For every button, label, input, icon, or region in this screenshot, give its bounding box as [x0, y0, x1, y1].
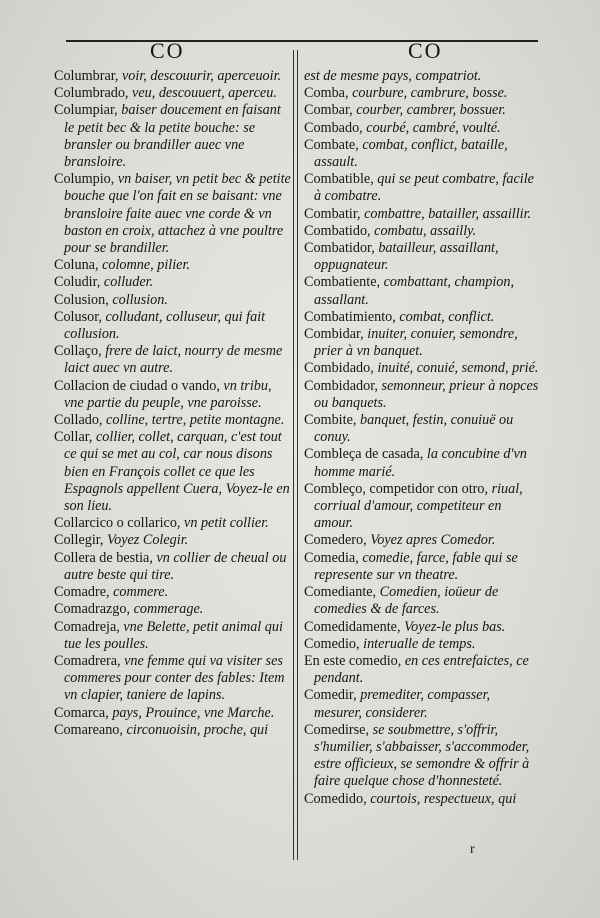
dictionary-entry: [304, 85, 540, 102]
left-column: [54, 68, 294, 739]
definition: courbure, cambrure, bosse.: [348, 85, 508, 102]
dictionary-entry: [54, 532, 294, 549]
headword: Combidador,: [304, 377, 378, 394]
dictionary-entry: [54, 601, 294, 618]
definition: vn petit collier.: [180, 515, 269, 532]
definition: colluder.: [100, 274, 154, 291]
definition: interualle de temps.: [359, 635, 476, 652]
headword: Combatimiento,: [304, 308, 396, 325]
headword: Combidar,: [304, 326, 364, 343]
dictionary-entry: [304, 274, 540, 308]
dictionary-entry: [304, 481, 540, 533]
definition: combatu, assailly.: [370, 222, 477, 239]
dictionary-entry: [304, 206, 540, 223]
headword: Comedido,: [304, 790, 367, 807]
definition: combat, conflict.: [395, 308, 495, 325]
dictionary-entry: [54, 171, 294, 257]
headword: Coluna,: [54, 257, 99, 274]
definition: baiser doucement en faisant le petit bec & la petite bouche: se bransler ou brandiller auec vne bransloire.: [64, 102, 281, 171]
definition: courtois, respectueux, qui: [366, 790, 517, 807]
signature-mark: r: [470, 842, 475, 857]
definition: courbé, cambré, voulté.: [362, 119, 501, 136]
headword: Comadrera,: [54, 652, 121, 669]
definition: colomne, pilier.: [98, 257, 190, 274]
headword: Columbrado,: [54, 85, 129, 102]
definition: vn tribu, vne partie du peuple, vne paroisse.: [64, 377, 272, 411]
dictionary-entry: [304, 722, 540, 791]
definition: qui se peut combatre, facile à combatre.: [314, 171, 534, 205]
dictionary-entry: [54, 619, 294, 653]
definition: vn baiser, vn petit bec & petite bouche que l'on fait en se baisant: vne bransloire faite auec vne corde & vn baston en croix, attachez à vne poultre pour se brandiller.: [64, 171, 291, 257]
headword: Colusor,: [54, 308, 102, 325]
dictionary-entry: [304, 360, 540, 377]
definition: colline, tertre, petite montagne.: [102, 412, 285, 429]
dictionary-entry: [54, 257, 294, 274]
definition: se soubmettre, s'offrir, s'humilier, s'abbaisser, s'accommoder, estre officieux, se semondre & offrir à faire quelque chose d'honnesteté.: [314, 721, 530, 790]
definition: batailleur, assaillant, oppugnateur.: [314, 240, 499, 274]
definition: vne Belette, petit animal qui tue les poulles.: [64, 618, 283, 652]
headword: Comediante,: [304, 584, 377, 601]
dictionary-entry: [304, 102, 540, 119]
definition: Voyez-le plus bas.: [400, 618, 506, 635]
dictionary-entry: [54, 515, 294, 532]
definition: vne femme qui va visiter ses commeres pour conter des fables: Item vn clapier, taniere de lapins.: [64, 652, 285, 704]
headword: Collegir,: [54, 532, 104, 549]
headword: Comadrazgo,: [54, 601, 131, 618]
headword: Combleço, competidor con otro,: [304, 480, 489, 497]
definition: Voyez apres Comedor.: [366, 532, 496, 549]
headword: Combate,: [304, 136, 359, 153]
dictionary-entry: [304, 791, 540, 808]
definition: combat, conflict, bataille, assault.: [314, 136, 508, 171]
headword: Comedir,: [304, 687, 357, 704]
dictionary-entry: [54, 292, 294, 309]
definition: vn collier de cheual ou autre beste qui tire.: [64, 549, 287, 583]
definition: inuité, conuié, semond, prié.: [373, 360, 539, 377]
dictionary-entry: [304, 309, 540, 326]
dictionary-entry: [304, 446, 540, 480]
dictionary-entry: [54, 429, 294, 515]
headword: Coludir,: [54, 274, 101, 291]
dictionary-entry: [54, 274, 294, 291]
dictionary-entry: [54, 722, 294, 739]
definition: voir, descouurir, aperceuoir.: [118, 68, 282, 84]
dictionary-entry: [54, 68, 294, 85]
definition: combattant, champion, assallant.: [314, 274, 515, 308]
headword: Colusion,: [54, 291, 109, 308]
definition: Voyez Colegir.: [103, 532, 189, 549]
dictionary-entry: [304, 223, 540, 240]
dictionary-entry: [54, 550, 294, 584]
definition: est de mesme pays, compatriot.: [304, 68, 482, 84]
dictionary-entry: [304, 137, 540, 171]
definition: commerage.: [130, 601, 204, 618]
headword: Combado,: [304, 119, 363, 136]
headword: Comareano,: [54, 721, 123, 738]
definition: veu, descouuert, aperceu.: [128, 85, 277, 102]
headword: Comedio,: [304, 635, 360, 652]
dictionary-entry: [54, 653, 294, 705]
definition: collier, collet, carquan, c'est tout ce qui se met au col, car nous disons bien en François collet ce que les Espagnols appellent Cuera, Voyez-le en son lieu.: [64, 429, 290, 515]
definition: collusion.: [108, 291, 168, 308]
dictionary-entry: [304, 378, 540, 412]
definition: circonuoisin, proche, qui: [122, 721, 269, 738]
dictionary-entry: [54, 85, 294, 102]
headword: Collera de bestia,: [54, 549, 153, 566]
definition: comedie, farce, fable qui se represente sur vn theatre.: [314, 549, 518, 583]
dictionary-entry: [304, 326, 540, 360]
dictionary-entry: [304, 636, 540, 653]
dictionary-entry: [304, 532, 540, 549]
dictionary-entry: [304, 171, 540, 205]
headword: Collado,: [54, 412, 103, 429]
headword: Combatido,: [304, 222, 371, 239]
headword: Columbrar,: [54, 68, 119, 84]
headword: Collacion de ciudad o vando,: [54, 377, 220, 394]
headword: Combite,: [304, 412, 357, 429]
headword: Comedirse,: [304, 721, 370, 738]
dictionary-entry: [54, 343, 294, 377]
dictionary-entry: [54, 584, 294, 601]
dictionary-entry: [304, 550, 540, 584]
dictionary-entry: [304, 687, 540, 721]
headword: Collaço,: [54, 343, 102, 360]
headword: Comarca,: [54, 704, 109, 721]
dictionary-entry: [304, 240, 540, 274]
dictionary-entry: [54, 412, 294, 429]
dictionary-entry: [54, 378, 294, 412]
dictionary-entry: [304, 120, 540, 137]
headword: En este comedio,: [304, 652, 402, 669]
headword: Combatiente,: [304, 274, 381, 291]
dictionary-entry: [54, 309, 294, 343]
right-column: [304, 68, 540, 808]
dictionary-entry: [304, 653, 540, 687]
headword: Columpiar,: [54, 102, 118, 119]
headword: Collar,: [54, 429, 93, 446]
headword: Comba,: [304, 85, 349, 102]
definition: riual, corriual d'amour, competiteur en amour.: [314, 480, 523, 532]
definition: banquet, festin, conuiuë ou conuy.: [314, 412, 514, 446]
running-head-right: CO: [408, 38, 443, 63]
dictionary-entry: [54, 102, 294, 171]
definition: commere.: [109, 584, 169, 601]
definition: la concubine d'vn homme marié.: [314, 446, 527, 480]
headword: Combar,: [304, 102, 353, 119]
column-divider: [297, 50, 298, 860]
definition: semonneur, prieur à nopces ou banquets.: [314, 377, 539, 411]
headword: Combleça de casada,: [304, 446, 424, 463]
definition: frere de laict, nourry de mesme laict auec vn autre.: [64, 343, 283, 377]
definition: colludant, colluseur, qui fait collusion.: [64, 308, 266, 343]
headword: Collarcico o collarico,: [54, 515, 181, 532]
headword: Columpio,: [54, 171, 115, 188]
headword: Combatir,: [304, 205, 361, 222]
headword: Combatible,: [304, 171, 374, 188]
definition: courber, cambrer, bossuer.: [352, 102, 506, 119]
headword: Comedia,: [304, 549, 359, 566]
headword: Comedero,: [304, 532, 367, 549]
dictionary-entry: [54, 705, 294, 722]
dictionary-entry: [304, 412, 540, 446]
headword: Combidado,: [304, 360, 374, 377]
definition: premediter, compasser, mesurer, considerer.: [314, 687, 491, 721]
headword: Comedidamente,: [304, 618, 401, 635]
definition: combattre, batailler, assaillir.: [360, 205, 532, 222]
headword: Comadreja,: [54, 618, 120, 635]
dictionary-entry: [304, 584, 540, 618]
headword: Combatidor,: [304, 240, 375, 257]
dictionary-entry: [304, 619, 540, 636]
definition: pays, Prouince, vne Marche.: [108, 704, 275, 721]
dictionary-entry: [304, 68, 540, 85]
definition: en ces entrefaictes, ce pendant.: [314, 652, 529, 687]
headword: Comadre,: [54, 584, 110, 601]
definition: inuiter, conuier, semondre, prier à vn banquet.: [314, 326, 518, 360]
running-head-left: CO: [150, 38, 185, 63]
header-rule: [66, 40, 538, 42]
definition: Comedien, ioüeur de comedies & de farces.: [314, 584, 499, 618]
